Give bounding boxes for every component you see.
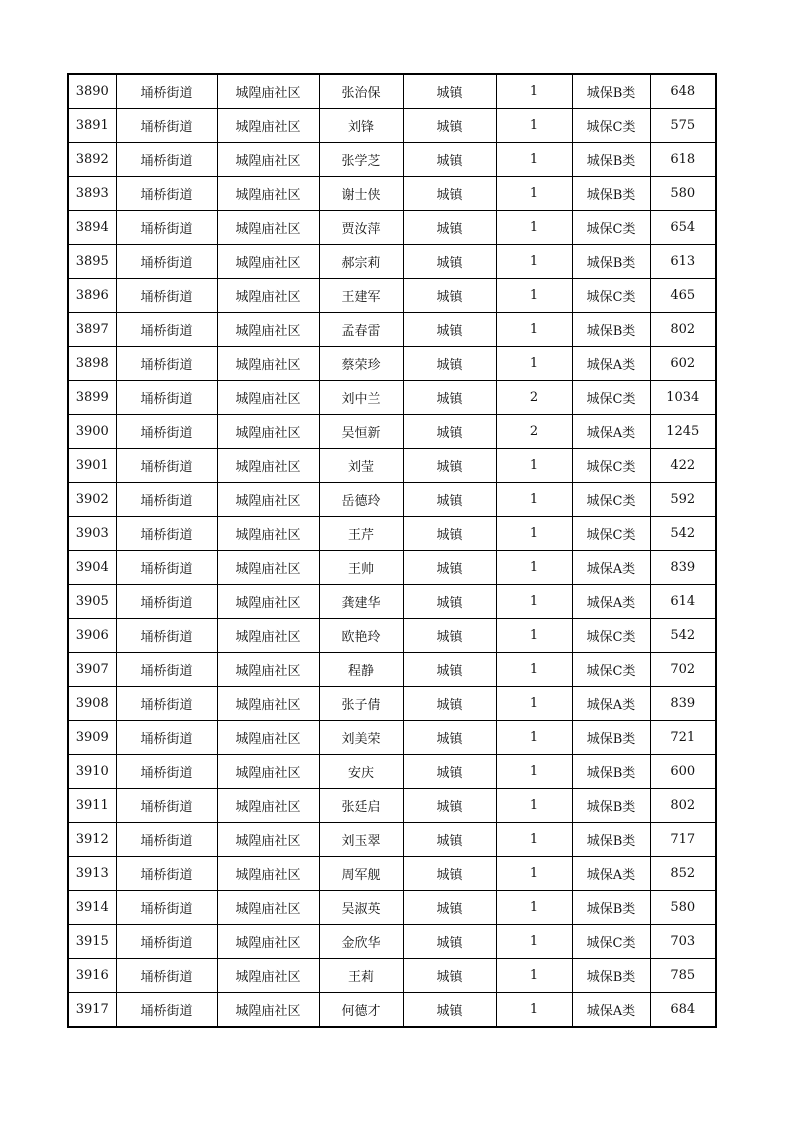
row-number-cell: 3913 — [68, 857, 116, 891]
street-cell: 埇桥街道 — [116, 891, 217, 925]
table-row — [68, 789, 716, 823]
name-cell: 金欣华 — [319, 925, 403, 959]
area-type-cell: 城镇 — [403, 925, 496, 959]
community-cell: 城隍庙社区 — [217, 653, 319, 687]
insurance-category-cell: 城保A类 — [572, 551, 650, 585]
insurance-category-cell: 城保A类 — [572, 347, 650, 381]
household-count-cell: 1 — [496, 755, 572, 789]
street-cell: 埇桥街道 — [116, 211, 217, 245]
name-cell: 张廷启 — [319, 789, 403, 823]
community-cell: 城隍庙社区 — [217, 687, 319, 721]
insurance-category-cell: 城保C类 — [572, 109, 650, 143]
household-count-cell: 1 — [496, 143, 572, 177]
name-cell: 吴恒新 — [319, 415, 403, 449]
community-cell: 城隍庙社区 — [217, 755, 319, 789]
street-cell: 埇桥街道 — [116, 313, 217, 347]
area-type-cell: 城镇 — [403, 687, 496, 721]
household-count-cell: 1 — [496, 551, 572, 585]
table-row — [68, 313, 716, 347]
area-type-cell: 城镇 — [403, 551, 496, 585]
row-number-cell: 3916 — [68, 959, 116, 993]
community-cell: 城隍庙社区 — [217, 517, 319, 551]
amount-cell: 852 — [650, 857, 716, 891]
table-row — [68, 687, 716, 721]
table-row — [68, 449, 716, 483]
row-number-cell: 3903 — [68, 517, 116, 551]
household-count-cell: 1 — [496, 789, 572, 823]
row-number-cell: 3909 — [68, 721, 116, 755]
insurance-category-cell: 城保C类 — [572, 925, 650, 959]
area-type-cell: 城镇 — [403, 789, 496, 823]
community-cell: 城隍庙社区 — [217, 109, 319, 143]
community-cell: 城隍庙社区 — [217, 551, 319, 585]
area-type-cell: 城镇 — [403, 823, 496, 857]
insurance-category-cell: 城保B类 — [572, 721, 650, 755]
insurance-category-cell: 城保B类 — [572, 755, 650, 789]
household-count-cell: 1 — [496, 517, 572, 551]
household-count-cell: 1 — [496, 347, 572, 381]
household-count-cell: 1 — [496, 245, 572, 279]
table-row — [68, 823, 716, 857]
name-cell: 刘中兰 — [319, 381, 403, 415]
table-row — [68, 993, 716, 1028]
insurance-category-cell: 城保B类 — [572, 74, 650, 109]
row-number-cell: 3891 — [68, 109, 116, 143]
table-row — [68, 347, 716, 381]
household-count-cell: 1 — [496, 993, 572, 1028]
street-cell: 埇桥街道 — [116, 755, 217, 789]
table-row — [68, 891, 716, 925]
street-cell: 埇桥街道 — [116, 347, 217, 381]
row-number-cell: 3911 — [68, 789, 116, 823]
household-count-cell: 1 — [496, 925, 572, 959]
insurance-category-cell: 城保B类 — [572, 143, 650, 177]
table-row — [68, 653, 716, 687]
row-number-cell: 3895 — [68, 245, 116, 279]
table-row — [68, 959, 716, 993]
community-cell: 城隍庙社区 — [217, 823, 319, 857]
table-row — [68, 925, 716, 959]
row-number-cell: 3897 — [68, 313, 116, 347]
street-cell: 埇桥街道 — [116, 109, 217, 143]
household-count-cell: 1 — [496, 687, 572, 721]
household-count-cell: 1 — [496, 74, 572, 109]
community-cell: 城隍庙社区 — [217, 483, 319, 517]
name-cell: 张学芝 — [319, 143, 403, 177]
row-number-cell: 3915 — [68, 925, 116, 959]
community-cell: 城隍庙社区 — [217, 959, 319, 993]
area-type-cell: 城镇 — [403, 109, 496, 143]
row-number-cell: 3914 — [68, 891, 116, 925]
table-row — [68, 279, 716, 313]
name-cell: 周军舰 — [319, 857, 403, 891]
community-cell: 城隍庙社区 — [217, 74, 319, 109]
street-cell: 埇桥街道 — [116, 74, 217, 109]
amount-cell: 600 — [650, 755, 716, 789]
row-number-cell: 3908 — [68, 687, 116, 721]
name-cell: 安庆 — [319, 755, 403, 789]
community-cell: 城隍庙社区 — [217, 585, 319, 619]
area-type-cell: 城镇 — [403, 857, 496, 891]
insurance-category-cell: 城保C类 — [572, 517, 650, 551]
table-row — [68, 245, 716, 279]
street-cell: 埇桥街道 — [116, 653, 217, 687]
name-cell: 谢士侠 — [319, 177, 403, 211]
area-type-cell: 城镇 — [403, 177, 496, 211]
amount-cell: 580 — [650, 177, 716, 211]
household-count-cell: 1 — [496, 619, 572, 653]
household-count-cell: 1 — [496, 959, 572, 993]
area-type-cell: 城镇 — [403, 483, 496, 517]
insurance-category-cell: 城保A类 — [572, 415, 650, 449]
street-cell: 埇桥街道 — [116, 619, 217, 653]
area-type-cell: 城镇 — [403, 891, 496, 925]
amount-cell: 618 — [650, 143, 716, 177]
amount-cell: 422 — [650, 449, 716, 483]
name-cell: 刘锋 — [319, 109, 403, 143]
name-cell: 吴淑英 — [319, 891, 403, 925]
household-count-cell: 1 — [496, 891, 572, 925]
row-number-cell: 3892 — [68, 143, 116, 177]
row-number-cell: 3899 — [68, 381, 116, 415]
street-cell: 埇桥街道 — [116, 721, 217, 755]
street-cell: 埇桥街道 — [116, 993, 217, 1028]
amount-cell: 580 — [650, 891, 716, 925]
area-type-cell: 城镇 — [403, 721, 496, 755]
street-cell: 埇桥街道 — [116, 517, 217, 551]
community-cell: 城隍庙社区 — [217, 789, 319, 823]
street-cell: 埇桥街道 — [116, 687, 217, 721]
name-cell: 孟春雷 — [319, 313, 403, 347]
insurance-category-cell: 城保C类 — [572, 653, 650, 687]
household-count-cell: 1 — [496, 279, 572, 313]
table-row — [68, 857, 716, 891]
street-cell: 埇桥街道 — [116, 959, 217, 993]
household-count-cell: 1 — [496, 653, 572, 687]
area-type-cell: 城镇 — [403, 279, 496, 313]
amount-cell: 1034 — [650, 381, 716, 415]
area-type-cell: 城镇 — [403, 347, 496, 381]
amount-cell: 703 — [650, 925, 716, 959]
community-cell: 城隍庙社区 — [217, 857, 319, 891]
table-row — [68, 483, 716, 517]
insurance-category-cell: 城保B类 — [572, 245, 650, 279]
household-count-cell: 1 — [496, 585, 572, 619]
insurance-category-cell: 城保C类 — [572, 449, 650, 483]
amount-cell: 721 — [650, 721, 716, 755]
area-type-cell: 城镇 — [403, 381, 496, 415]
street-cell: 埇桥街道 — [116, 449, 217, 483]
amount-cell: 684 — [650, 993, 716, 1028]
household-count-cell: 1 — [496, 483, 572, 517]
community-cell: 城隍庙社区 — [217, 245, 319, 279]
street-cell: 埇桥街道 — [116, 177, 217, 211]
insurance-category-cell: 城保B类 — [572, 959, 650, 993]
amount-cell: 802 — [650, 313, 716, 347]
street-cell: 埇桥街道 — [116, 857, 217, 891]
name-cell: 王建军 — [319, 279, 403, 313]
area-type-cell: 城镇 — [403, 245, 496, 279]
row-number-cell: 3898 — [68, 347, 116, 381]
community-cell: 城隍庙社区 — [217, 891, 319, 925]
street-cell: 埇桥街道 — [116, 415, 217, 449]
area-type-cell: 城镇 — [403, 143, 496, 177]
name-cell: 岳德玲 — [319, 483, 403, 517]
amount-cell: 717 — [650, 823, 716, 857]
area-type-cell: 城镇 — [403, 517, 496, 551]
street-cell: 埇桥街道 — [116, 925, 217, 959]
community-cell: 城隍庙社区 — [217, 415, 319, 449]
row-number-cell: 3910 — [68, 755, 116, 789]
name-cell: 刘美荣 — [319, 721, 403, 755]
community-cell: 城隍庙社区 — [217, 993, 319, 1028]
row-number-cell: 3906 — [68, 619, 116, 653]
community-cell: 城隍庙社区 — [217, 721, 319, 755]
insurance-category-cell: 城保C类 — [572, 279, 650, 313]
name-cell: 张子倩 — [319, 687, 403, 721]
insurance-category-cell: 城保A类 — [572, 857, 650, 891]
insurance-category-cell: 城保A类 — [572, 687, 650, 721]
street-cell: 埇桥街道 — [116, 279, 217, 313]
street-cell: 埇桥街道 — [116, 789, 217, 823]
amount-cell: 542 — [650, 619, 716, 653]
row-number-cell: 3894 — [68, 211, 116, 245]
community-cell: 城隍庙社区 — [217, 619, 319, 653]
street-cell: 埇桥街道 — [116, 823, 217, 857]
insurance-category-cell: 城保C类 — [572, 381, 650, 415]
table-row — [68, 517, 716, 551]
table-row — [68, 381, 716, 415]
area-type-cell: 城镇 — [403, 755, 496, 789]
amount-cell: 648 — [650, 74, 716, 109]
amount-cell: 613 — [650, 245, 716, 279]
area-type-cell: 城镇 — [403, 619, 496, 653]
row-number-cell: 3907 — [68, 653, 116, 687]
table-row — [68, 585, 716, 619]
name-cell: 张治保 — [319, 74, 403, 109]
insurance-category-cell: 城保A类 — [572, 993, 650, 1028]
community-cell: 城隍庙社区 — [217, 211, 319, 245]
household-count-cell: 1 — [496, 857, 572, 891]
household-count-cell: 1 — [496, 823, 572, 857]
community-cell: 城隍庙社区 — [217, 381, 319, 415]
community-cell: 城隍庙社区 — [217, 925, 319, 959]
household-count-cell: 1 — [496, 109, 572, 143]
area-type-cell: 城镇 — [403, 959, 496, 993]
area-type-cell: 城镇 — [403, 993, 496, 1028]
area-type-cell: 城镇 — [403, 449, 496, 483]
insurance-category-cell: 城保C类 — [572, 619, 650, 653]
table-row — [68, 755, 716, 789]
amount-cell: 702 — [650, 653, 716, 687]
household-count-cell: 1 — [496, 313, 572, 347]
community-cell: 城隍庙社区 — [217, 347, 319, 381]
name-cell: 王莉 — [319, 959, 403, 993]
row-number-cell: 3890 — [68, 74, 116, 109]
amount-cell: 542 — [650, 517, 716, 551]
community-cell: 城隍庙社区 — [217, 143, 319, 177]
name-cell: 程静 — [319, 653, 403, 687]
community-cell: 城隍庙社区 — [217, 313, 319, 347]
street-cell: 埇桥街道 — [116, 381, 217, 415]
name-cell: 欧艳玲 — [319, 619, 403, 653]
amount-cell: 839 — [650, 687, 716, 721]
table-row — [68, 619, 716, 653]
area-type-cell: 城镇 — [403, 74, 496, 109]
row-number-cell: 3900 — [68, 415, 116, 449]
amount-cell: 602 — [650, 347, 716, 381]
row-number-cell: 3896 — [68, 279, 116, 313]
data-table — [67, 73, 717, 1028]
name-cell: 王芹 — [319, 517, 403, 551]
area-type-cell: 城镇 — [403, 313, 496, 347]
insurance-category-cell: 城保B类 — [572, 313, 650, 347]
amount-cell: 785 — [650, 959, 716, 993]
table-row — [68, 415, 716, 449]
insurance-category-cell: 城保B类 — [572, 789, 650, 823]
row-number-cell: 3905 — [68, 585, 116, 619]
area-type-cell: 城镇 — [403, 585, 496, 619]
area-type-cell: 城镇 — [403, 653, 496, 687]
table-body — [68, 74, 716, 1027]
row-number-cell: 3912 — [68, 823, 116, 857]
name-cell: 蔡荣珍 — [319, 347, 403, 381]
amount-cell: 575 — [650, 109, 716, 143]
name-cell: 刘玉翠 — [319, 823, 403, 857]
name-cell: 郝宗莉 — [319, 245, 403, 279]
household-count-cell: 1 — [496, 177, 572, 211]
row-number-cell: 3893 — [68, 177, 116, 211]
name-cell: 龚建华 — [319, 585, 403, 619]
name-cell: 贾汝萍 — [319, 211, 403, 245]
insurance-category-cell: 城保B类 — [572, 177, 650, 211]
amount-cell: 839 — [650, 551, 716, 585]
amount-cell: 1245 — [650, 415, 716, 449]
name-cell: 王帅 — [319, 551, 403, 585]
table-row — [68, 211, 716, 245]
table-row — [68, 721, 716, 755]
street-cell: 埇桥街道 — [116, 585, 217, 619]
row-number-cell: 3904 — [68, 551, 116, 585]
household-count-cell: 1 — [496, 721, 572, 755]
table-row — [68, 109, 716, 143]
table-row — [68, 551, 716, 585]
insurance-category-cell: 城保A类 — [572, 585, 650, 619]
table-row — [68, 74, 716, 109]
name-cell: 何德才 — [319, 993, 403, 1028]
area-type-cell: 城镇 — [403, 211, 496, 245]
amount-cell: 654 — [650, 211, 716, 245]
name-cell: 刘莹 — [319, 449, 403, 483]
street-cell: 埇桥街道 — [116, 245, 217, 279]
household-count-cell: 1 — [496, 449, 572, 483]
street-cell: 埇桥街道 — [116, 143, 217, 177]
insurance-category-cell: 城保B类 — [572, 891, 650, 925]
row-number-cell: 3917 — [68, 993, 116, 1028]
insurance-category-cell: 城保C类 — [572, 211, 650, 245]
amount-cell: 802 — [650, 789, 716, 823]
community-cell: 城隍庙社区 — [217, 279, 319, 313]
household-count-cell: 2 — [496, 381, 572, 415]
insurance-category-cell: 城保C类 — [572, 483, 650, 517]
table-row — [68, 177, 716, 211]
row-number-cell: 3902 — [68, 483, 116, 517]
insurance-category-cell: 城保B类 — [572, 823, 650, 857]
area-type-cell: 城镇 — [403, 415, 496, 449]
community-cell: 城隍庙社区 — [217, 449, 319, 483]
amount-cell: 465 — [650, 279, 716, 313]
table-row — [68, 143, 716, 177]
street-cell: 埇桥街道 — [116, 551, 217, 585]
row-number-cell: 3901 — [68, 449, 116, 483]
street-cell: 埇桥街道 — [116, 483, 217, 517]
amount-cell: 592 — [650, 483, 716, 517]
household-count-cell: 1 — [496, 211, 572, 245]
amount-cell: 614 — [650, 585, 716, 619]
household-count-cell: 2 — [496, 415, 572, 449]
community-cell: 城隍庙社区 — [217, 177, 319, 211]
